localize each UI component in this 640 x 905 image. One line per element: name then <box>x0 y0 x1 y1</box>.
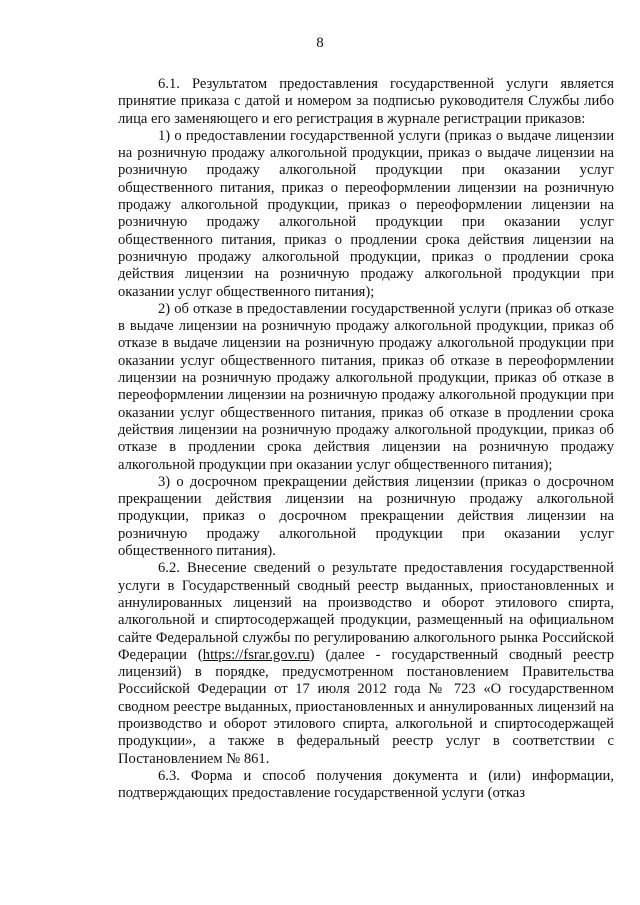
paragraph-6-2-text-start: 6.2. Внесение сведений о результате предоставления государственной услуги в Государственный сводный реестр выданных, приостановленных и аннулированных лицензий на производство и оборот этилового спирта, алкогольной и спиртосодержащей продукции, размещенный на официальном сайте Федеральной службы по регулированию алкогольного рынка Российской Федерации ( <box>118 560 614 663</box>
paragraph-6-2-text-end: ) (далее - государственный сводный реестр лицензий) в порядке, предусмотренном постановлением Правительства Российской Федерации от 17 июля 2012 года № 723 «О государственном сводном реестре выданных, приостановленных и аннулированных лицензий на производство и оборот этилового спирта, алкогольной и спиртосодержащей продукции», а также в федеральный реестр услуг в соответствии с Постановлением № 861. <box>118 646 615 767</box>
paragraph-6-2 <box>118 560 614 768</box>
paragraph-6-1: 6.1. Результатом предоставления государственной услуги является принятие приказа с датой и номером за подписью руководителя Службы либо лица его заменяющего и его регистрация в журнале регистрации приказов: <box>118 76 614 127</box>
paragraph-6-3: 6.3. Форма и способ получения документа и (или) информации, подтверждающих предоставление государственной услуги (отказ <box>118 767 614 802</box>
fsrar-link[interactable]: https://fsrar.gov.ru <box>202 646 310 663</box>
document-body <box>118 76 614 802</box>
paragraph-item-2: 2) об отказе в предоставлении государственной услуги (приказ об отказе в выдаче лицензии на розничную продажу алкогольной продукции, приказ об отказе в выдаче лицензии на розничную продажу алкогольной продукции при оказании услуг общественного питания, приказ об отказе в переоформлении лицензии на розничную продажу алкогольной продукции, приказ об отказе в переоформлении лицензии на розничную продажу алкогольной продукции при оказании услуг общественного питания, приказ об отказе в продлении срока действия лицензии на розничную продажу алкогольной продукции, приказ об отказе в продлении срока действия лицензии на розничную продажу алкогольной продукции при оказании услуг общественного питания); <box>118 300 614 473</box>
paragraph-item-3: 3) о досрочном прекращении действия лицензии (приказ о досрочном прекращении действия лицензии на розничную продажу алкогольной продукции, приказ о досрочном прекращении действия лицензии на розничную продажу алкогольной продукции при оказании услуг общественного питания). <box>118 473 614 560</box>
page-number: 8 <box>316 35 324 51</box>
paragraph-item-1: 1) о предоставлении государственной услуги (приказ о выдаче лицензии на розничную продажу алкогольной продукции, приказ о выдаче лицензии на розничную продажу алкогольной продукции при оказании услуг общественного питания, приказ о переоформлении лицензии на розничную продажу алкогольной продукции, приказ о переоформлении лицензии на розничную продажу алкогольной продукции при оказании услуг общественного питания, приказ о продлении срока действия лицензии на розничную продажу алкогольной продукции, приказ о продлении срока действия лицензии на розничную продажу алкогольной продукции при оказании услуг общественного питания); <box>118 127 614 300</box>
